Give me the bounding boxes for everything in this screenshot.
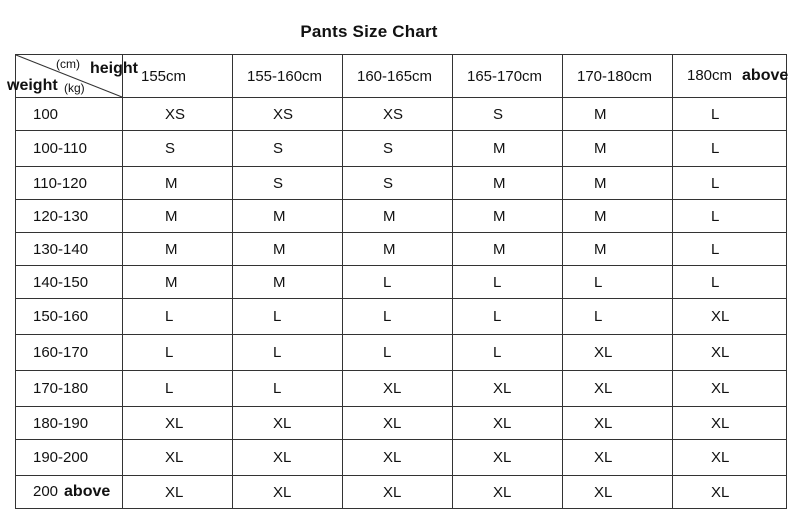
size-cell: XL bbox=[673, 371, 787, 407]
weight-range-label: 110-120 bbox=[33, 174, 87, 192]
weight-cell bbox=[16, 476, 123, 509]
size-cell: M bbox=[123, 233, 233, 266]
weight-range-label: 200 bbox=[33, 483, 59, 500]
size-cell: L bbox=[123, 371, 233, 407]
height-range-label: 160-165cm bbox=[357, 67, 433, 85]
size-cell: M bbox=[453, 233, 563, 266]
corner-header-cell bbox=[7, 55, 138, 98]
weight-cell bbox=[16, 200, 123, 233]
size-cell: XL bbox=[123, 440, 233, 476]
size-cell: M bbox=[453, 131, 563, 167]
above-label: above bbox=[742, 67, 789, 84]
size-cell: L bbox=[673, 233, 787, 266]
size-cell: XL bbox=[343, 407, 453, 440]
height-column-header bbox=[673, 55, 787, 98]
weight-range-label: 150-160 bbox=[33, 308, 89, 325]
size-cell: L bbox=[563, 299, 673, 335]
size-cell: L bbox=[123, 299, 233, 335]
size-cell: M bbox=[233, 233, 343, 266]
table-row bbox=[16, 476, 787, 509]
height-range-label: 155cm bbox=[141, 67, 187, 85]
size-cell: XL bbox=[343, 371, 453, 407]
table-row bbox=[16, 200, 787, 233]
weight-cell bbox=[16, 299, 123, 335]
size-cell: L bbox=[233, 335, 343, 371]
size-cell: XL bbox=[563, 476, 673, 509]
table-row bbox=[16, 407, 787, 440]
size-cell: L bbox=[123, 335, 233, 371]
size-cell: M bbox=[343, 233, 453, 266]
height-range-label: 180cm bbox=[687, 67, 733, 84]
table-row bbox=[16, 371, 787, 407]
size-cell: S bbox=[233, 167, 343, 200]
size-cell: L bbox=[343, 266, 453, 299]
size-cell: L bbox=[233, 299, 343, 335]
size-cell: XL bbox=[343, 440, 453, 476]
table-row bbox=[16, 266, 787, 299]
size-cell: L bbox=[673, 131, 787, 167]
size-cell: M bbox=[563, 98, 673, 131]
size-cell: XL bbox=[563, 335, 673, 371]
height-range-label: 165-170cm bbox=[467, 67, 543, 85]
size-cell: M bbox=[123, 200, 233, 233]
weight-range-label: 100-110 bbox=[33, 140, 87, 157]
size-cell: L bbox=[453, 299, 563, 335]
size-cell: XL bbox=[673, 476, 787, 509]
weight-range-label: 190-200 bbox=[33, 449, 89, 466]
size-cell: M bbox=[453, 167, 563, 200]
size-cell: L bbox=[673, 266, 787, 299]
size-cell: XL bbox=[233, 440, 343, 476]
above-label: above bbox=[64, 483, 111, 500]
weight-label: weight bbox=[7, 77, 58, 94]
size-cell: M bbox=[453, 200, 563, 233]
size-cell: XL bbox=[673, 299, 787, 335]
size-cell: L bbox=[453, 335, 563, 371]
weight-unit: (kg) bbox=[64, 81, 85, 95]
height-range-label: 170-180cm bbox=[577, 67, 653, 85]
page-title: Pants Size Chart bbox=[300, 22, 438, 41]
weight-cell bbox=[16, 167, 123, 200]
size-cell: L bbox=[673, 98, 787, 131]
size-chart-table bbox=[7, 54, 789, 509]
height-column-header bbox=[453, 55, 563, 98]
size-cell: M bbox=[233, 200, 343, 233]
size-cell: S bbox=[123, 131, 233, 167]
weight-range-label: 100 bbox=[33, 105, 59, 123]
size-cell: XS bbox=[233, 98, 343, 131]
height-range-label: 155-160cm bbox=[247, 67, 323, 85]
size-cell: XL bbox=[453, 440, 563, 476]
table-row bbox=[16, 299, 787, 335]
size-cell: XL bbox=[563, 440, 673, 476]
size-cell: M bbox=[563, 167, 673, 200]
size-cell: L bbox=[233, 371, 343, 407]
weight-range-label: 140-150 bbox=[33, 273, 89, 291]
size-cell: XL bbox=[453, 371, 563, 407]
weight-range-label: 170-180 bbox=[33, 380, 89, 397]
size-cell: L bbox=[563, 266, 673, 299]
size-cell: S bbox=[233, 131, 343, 167]
height-column-header bbox=[123, 55, 233, 98]
size-cell: XS bbox=[343, 98, 453, 131]
size-cell: XL bbox=[563, 371, 673, 407]
table-row bbox=[16, 98, 787, 131]
size-cell: XL bbox=[673, 407, 787, 440]
height-unit: (cm) bbox=[56, 57, 80, 71]
weight-cell bbox=[16, 98, 123, 131]
weight-cell bbox=[16, 266, 123, 299]
table-row bbox=[16, 440, 787, 476]
size-cell: XL bbox=[453, 407, 563, 440]
size-cell: XL bbox=[673, 440, 787, 476]
size-cell: L bbox=[343, 335, 453, 371]
size-cell: XL bbox=[673, 335, 787, 371]
weight-cell bbox=[16, 371, 123, 407]
size-cell: XS bbox=[123, 98, 233, 131]
size-cell: XL bbox=[343, 476, 453, 509]
weight-range-label: 180-190 bbox=[33, 414, 89, 432]
height-column-header bbox=[233, 55, 343, 98]
table-row bbox=[16, 233, 787, 266]
weight-range-label: 160-170 bbox=[33, 344, 89, 361]
size-cell: L bbox=[343, 299, 453, 335]
size-cell: S bbox=[343, 167, 453, 200]
size-cell: S bbox=[343, 131, 453, 167]
weight-cell bbox=[16, 440, 123, 476]
size-cell: M bbox=[123, 167, 233, 200]
size-cell: XL bbox=[123, 476, 233, 509]
size-cell: M bbox=[343, 200, 453, 233]
weight-cell bbox=[16, 233, 123, 266]
size-cell: L bbox=[673, 200, 787, 233]
size-cell: M bbox=[233, 266, 343, 299]
size-cell: M bbox=[563, 200, 673, 233]
size-cell: XL bbox=[453, 476, 563, 509]
weight-cell bbox=[16, 131, 123, 167]
size-cell: XL bbox=[123, 407, 233, 440]
size-cell: M bbox=[563, 233, 673, 266]
size-cell: M bbox=[123, 266, 233, 299]
height-column-header bbox=[343, 55, 453, 98]
table-row bbox=[16, 131, 787, 167]
weight-cell bbox=[16, 335, 123, 371]
size-cell: XL bbox=[233, 476, 343, 509]
weight-range-label: 130-140 bbox=[33, 240, 89, 258]
table-row bbox=[16, 335, 787, 371]
header-row bbox=[16, 55, 787, 98]
size-cell: L bbox=[453, 266, 563, 299]
table-row bbox=[16, 167, 787, 200]
size-cell: M bbox=[563, 131, 673, 167]
size-cell: L bbox=[673, 167, 787, 200]
weight-cell bbox=[16, 407, 123, 440]
size-cell: XL bbox=[563, 407, 673, 440]
height-column-header bbox=[563, 55, 673, 98]
weight-range-label: 120-130 bbox=[33, 207, 89, 225]
height-label: height bbox=[90, 60, 138, 77]
size-cell: S bbox=[453, 98, 563, 131]
size-cell: XL bbox=[233, 407, 343, 440]
